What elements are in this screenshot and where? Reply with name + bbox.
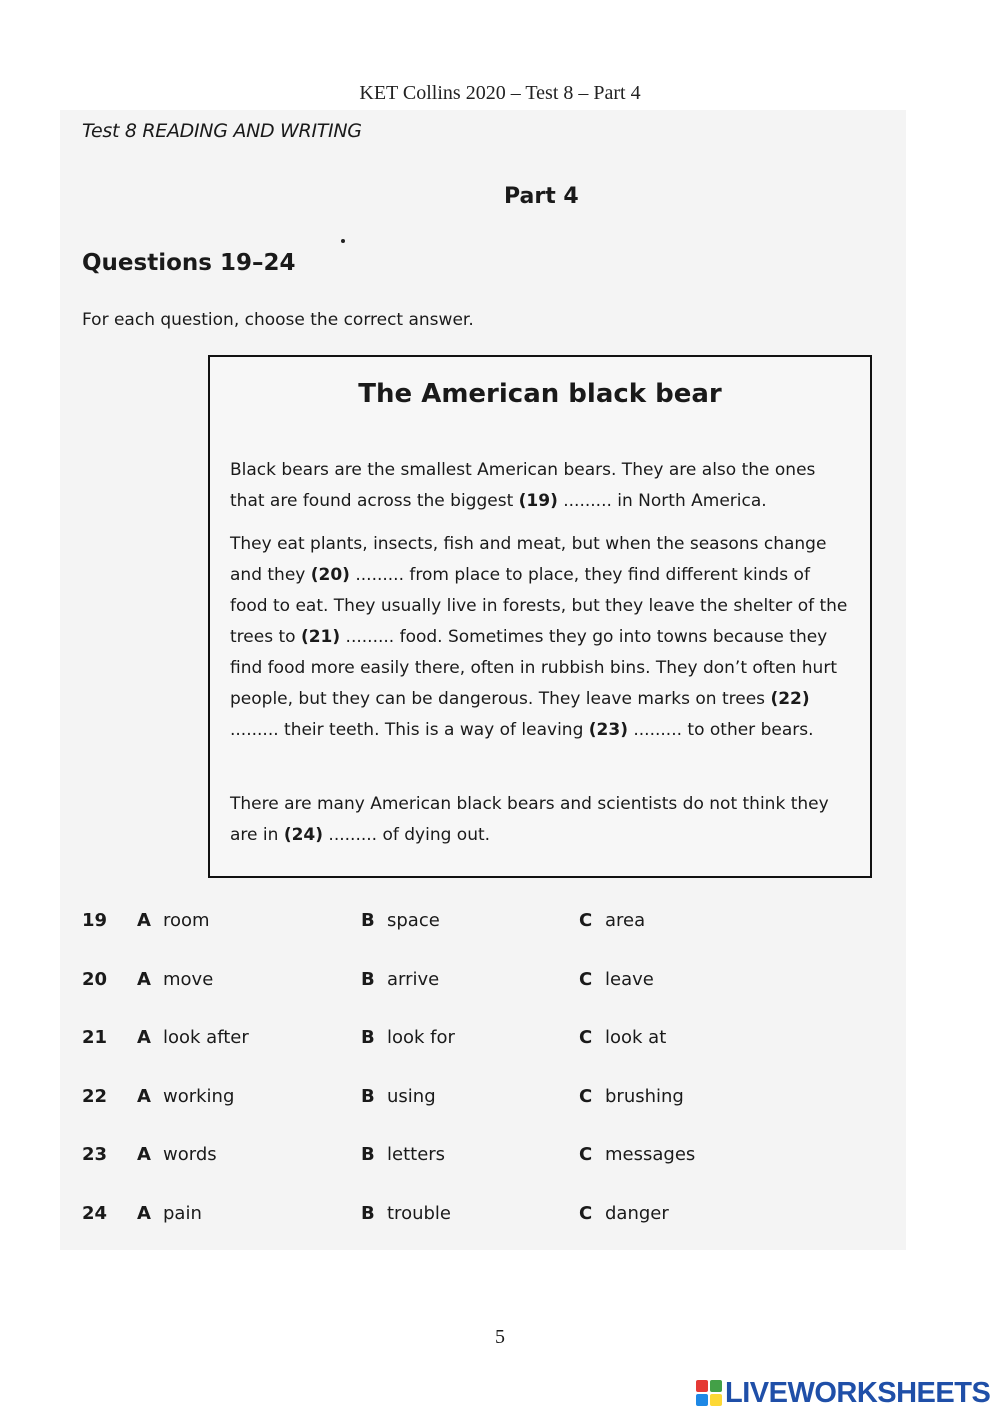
logo-square [696, 1394, 708, 1406]
stray-dot [341, 239, 345, 243]
paragraph-1 [230, 455, 850, 517]
option-c[interactable] [579, 1203, 669, 1224]
option-letter: B [361, 968, 375, 990]
question-number: 19 [82, 910, 108, 931]
document-header: KET Collins 2020 – Test 8 – Part 4 [359, 82, 641, 104]
option-c[interactable] [579, 1086, 684, 1107]
option-b[interactable] [361, 1086, 436, 1107]
option-a[interactable] [137, 1144, 217, 1165]
paragraph-text: ......... from place to place, they find different kinds of food to eat. They usually live in forests, but they leave the shelter of the trees to [230, 565, 848, 647]
option-text: words [163, 1144, 217, 1165]
option-b[interactable] [361, 969, 439, 990]
option-b[interactable] [361, 1203, 451, 1224]
paragraph-text: There are many American black bears and scientists do not think they are in [230, 794, 829, 845]
option-c[interactable] [579, 1027, 666, 1048]
paragraph-text: ......... in North America. [557, 491, 767, 511]
option-letter: C [579, 910, 593, 931]
reading-text-box [208, 355, 872, 878]
option-letter: A [137, 968, 151, 990]
option-text: look at [605, 1027, 667, 1048]
option-letter: A [137, 1085, 151, 1107]
option-text: arrive [387, 968, 440, 990]
gap-19: (19) [518, 491, 558, 511]
liveworksheets-logo[interactable] [696, 1376, 990, 1410]
section-title: Test 8 READING AND WRITING [82, 120, 362, 142]
option-text: messages [605, 1144, 696, 1165]
option-letter: C [579, 968, 593, 990]
option-c[interactable] [579, 1144, 695, 1165]
question-row [82, 1086, 842, 1145]
gap-24: (24) [283, 825, 324, 845]
logo-square [710, 1380, 722, 1392]
paragraph-text: ......... to other bears. [627, 720, 814, 740]
question-number: 24 [82, 1202, 108, 1224]
option-text: space [387, 910, 440, 931]
option-text: letters [387, 1144, 446, 1165]
option-b[interactable] [361, 910, 440, 931]
option-c[interactable] [579, 910, 645, 931]
gap-21: (21) [300, 627, 341, 647]
paragraph-text: They eat plants, insects, fish and meat, but when the seasons change and they [230, 534, 827, 585]
option-letter: A [137, 1202, 151, 1224]
option-letter: C [579, 1027, 593, 1048]
option-letter: B [361, 1027, 375, 1048]
option-text: using [387, 1085, 436, 1107]
option-letter: B [361, 1144, 375, 1165]
instruction: For each question, choose the correct answer. [82, 310, 474, 330]
questions-title: Questions 19–24 [82, 250, 296, 276]
paragraph-2 [230, 529, 850, 746]
option-letter: B [361, 1202, 375, 1224]
option-letter: A [137, 1144, 151, 1165]
question-row [82, 910, 842, 969]
option-c[interactable] [579, 969, 654, 990]
option-b[interactable] [361, 1027, 455, 1048]
option-text: look for [387, 1027, 455, 1048]
option-a[interactable] [137, 1086, 234, 1107]
option-text: pain [163, 1202, 202, 1224]
option-letter: A [137, 1027, 151, 1048]
option-text: trouble [387, 1202, 451, 1224]
paragraph-text: ......... of dying out. [323, 825, 491, 845]
option-a[interactable] [137, 1027, 249, 1048]
option-text: move [163, 968, 214, 990]
option-text: leave [605, 968, 654, 990]
gap-20: (20) [310, 565, 350, 585]
logo-mark-icon [696, 1380, 722, 1406]
page-number: 5 [495, 1326, 505, 1348]
option-a[interactable] [137, 969, 213, 990]
option-letter: A [137, 910, 151, 931]
logo-square [710, 1394, 722, 1406]
option-letter: B [361, 1085, 375, 1107]
option-text: area [605, 910, 646, 931]
question-number: 23 [82, 1144, 108, 1165]
paragraph-text: Black bears are the smallest American bears. They are also the ones that are found across the biggest [230, 460, 816, 511]
option-a[interactable] [137, 1203, 202, 1224]
option-letter: C [579, 1202, 593, 1224]
question-number: 21 [82, 1027, 108, 1048]
option-letter: C [579, 1144, 593, 1165]
question-number: 20 [82, 968, 108, 990]
question-number: 22 [82, 1085, 108, 1107]
option-text: danger [605, 1202, 669, 1224]
question-row [82, 1144, 842, 1203]
option-b[interactable] [361, 1144, 445, 1165]
gap-22: (22) [770, 689, 810, 709]
text-title: The American black bear [358, 379, 722, 409]
logo-text: LIVEWORKSHEETS [725, 1376, 991, 1409]
question-row [82, 1203, 842, 1262]
option-a[interactable] [137, 910, 210, 931]
logo-square [696, 1380, 708, 1392]
paragraph-text: ......... food. Sometimes they go into towns because they find food more easily there, often in rubbish bins. They don’t often hurt people, but they can be dangerous. They leave marks on trees [230, 627, 837, 709]
paragraph-text: ......... their teeth. This is a way of leaving [230, 720, 589, 740]
answer-options [82, 910, 842, 1261]
option-text: brushing [605, 1085, 684, 1107]
option-text: working [163, 1085, 235, 1107]
gap-23: (23) [588, 720, 628, 740]
question-row [82, 969, 842, 1028]
option-text: look after [163, 1027, 249, 1048]
part-title: Part 4 [504, 184, 579, 209]
option-text: room [163, 910, 210, 931]
paragraph-3 [230, 789, 850, 851]
question-row [82, 1027, 842, 1086]
option-letter: B [361, 910, 375, 931]
option-letter: C [579, 1085, 593, 1107]
